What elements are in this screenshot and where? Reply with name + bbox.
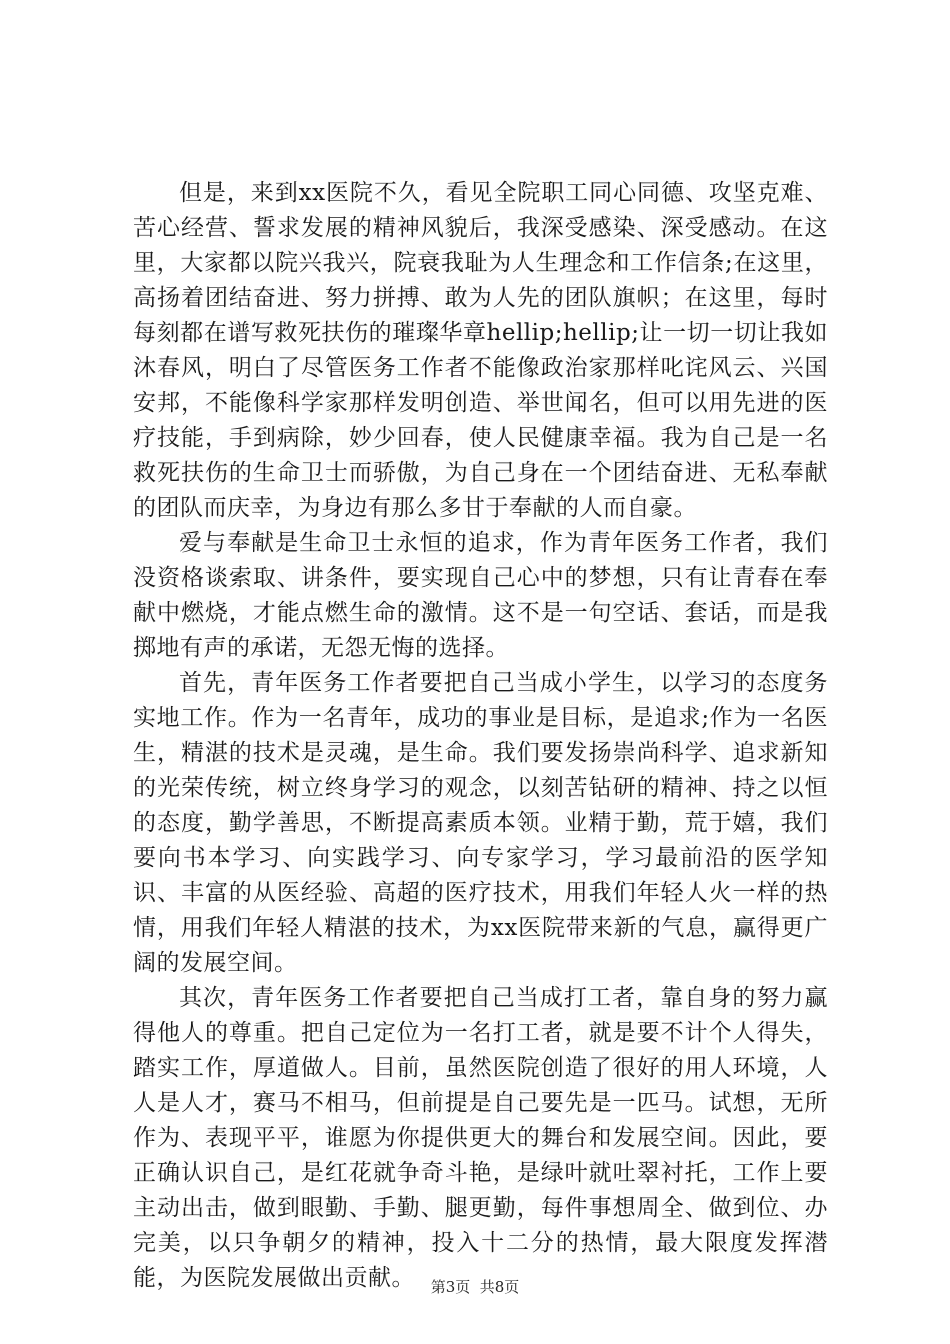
- paragraph-2: 爱与奉献是生命卫士永恒的追求，作为青年医务工作者，我们没资格谈索取、讲条件，要实现自己心中的梦想，只有让青春在奉献中燃烧，才能点燃生命的激情。这不是一句空话、套话，而是我掷地有声的承诺，无怨无悔的选择。: [133, 530, 828, 661]
- paragraph-4: 其次，青年医务工作者要把自己当成打工者，靠自身的努力赢得他人的尊重。把自己定位为一名打工者，就是要不计个人得失，踏实工作，厚道做人。目前，虽然医院创造了很好的用人环境，人人是人才，赛马不相马，但前提是自己要先是一匹马。试想，无所作为、表现平平，谁愿为你提供更大的舞台和发展空间。因此，要正确认识自己，是红花就争奇斗艳，是绿叶就吐翠衬托，工作上要主动出击，做到眼勤、手勤、腿更勤，每件事想周全、做到位、办完美，以只争朝夕的精神，投入十二分的热情，最大限度发挥潜能，为医院发展做出贡献。: [133, 985, 828, 1291]
- paragraph-3: 首先，青年医务工作者要把自己当成小学生，以学习的态度务实地工作。作为一名青年，成功的事业是目标，是追求;作为一名医生，精湛的技术是灵魂，是生命。我们要发扬崇尚科学、追求新知的光荣传统，树立终身学习的观念，以刻苦钻研的精神、持之以恒的态度，勤学善思，不断提高素质本领。业精于勤，荒于嬉，我们要向书本学习、向实践学习、向专家学习，学习最前沿的医学知识、丰富的从医经验、高超的医疗技术，用我们年轻人火一样的热情，用我们年轻人精湛的技术，为xx医院带来新的气息，赢得更广阔的发展空间。: [133, 670, 828, 976]
- page-number-footer: 第3页 共8页: [430, 1278, 520, 1296]
- body-text: [133, 176, 828, 1296]
- paragraph-1: 但是，来到xx医院不久，看见全院职工同心同德、攻坚克难、苦心经营、誓求发展的精神风貌后，我深受感染、深受感动。在这里，大家都以院兴我兴，院衰我耻为人生理念和工作信条;在这里，高扬着团结奋进、努力拼搏、敢为人先的团队旗帜；在这里，每时每刻都在谱写救死扶伤的璀璨华章hellip;hellip;让一切一切让我如沐春风，明白了尽管医务工作者不能像政治家那样叱诧风云、兴国安邦，不能像科学家那样发明创造、举世闻名，但可以用先进的医疗技能，手到病除，妙少回春，使人民健康幸福。我为自己是一名救死扶伤的生命卫士而骄傲，为自己身在一个团结奋进、无私奉献的团队而庆幸，为身边有那么多甘于奉献的人而自豪。: [133, 180, 828, 521]
